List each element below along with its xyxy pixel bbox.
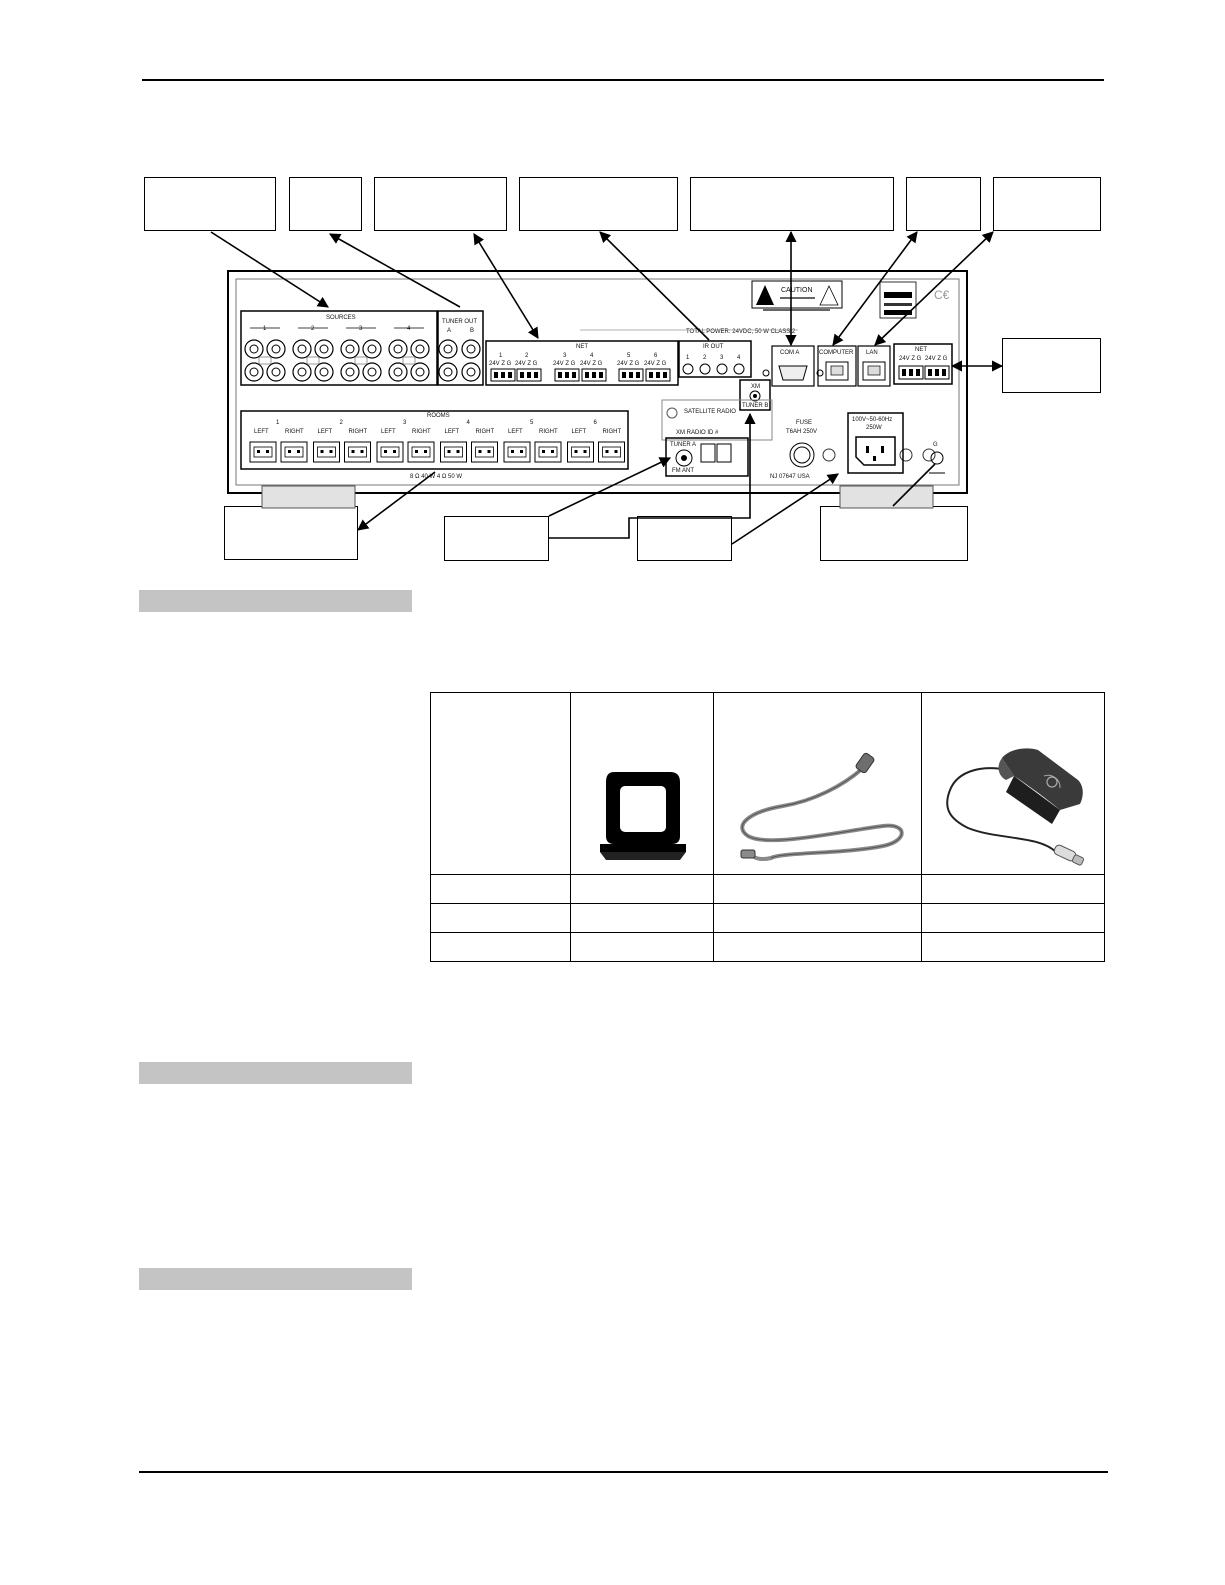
fuse-label: FUSE — [796, 420, 813, 426]
rca-jack — [363, 363, 381, 381]
ir-out-label: IR OUT — [703, 344, 724, 350]
net-pin-label: 24V Z G — [580, 361, 603, 367]
net-number: 1 — [499, 353, 503, 359]
room-number: 4 — [466, 420, 470, 426]
net-pin-label: 24V Z G — [553, 361, 576, 367]
table-cell — [431, 904, 571, 933]
table-row — [431, 693, 1105, 875]
net-number: 3 — [563, 353, 567, 359]
caution-label — [752, 281, 842, 310]
rooms-label: ROOMS — [427, 413, 450, 419]
net-label: NET — [576, 344, 588, 350]
ir-jack — [700, 364, 710, 374]
table-cell — [571, 875, 714, 904]
footer-rule — [139, 1471, 1108, 1473]
table-cell — [431, 693, 571, 875]
net-pin-label: 24V Z G — [617, 361, 640, 367]
rca-jack — [267, 363, 285, 381]
room-channel-label: LEFT — [317, 429, 333, 435]
fuse-rating-label: T6AH 250V — [786, 429, 818, 435]
com-a-label: COM A — [780, 350, 800, 356]
lan-label: LAN — [866, 350, 878, 356]
rca-jack — [245, 340, 263, 358]
table-cell — [714, 933, 922, 962]
ir-jack — [683, 364, 693, 374]
power-rating-label: 100V~50-60Hz — [852, 417, 893, 423]
room-channel-label: RIGHT — [285, 429, 304, 435]
ir-number: 4 — [737, 355, 741, 361]
rca-jack — [267, 340, 285, 358]
source-number: 4 — [407, 326, 411, 332]
table-cell — [714, 904, 922, 933]
rca-jack — [439, 340, 457, 358]
room-channel-label: LEFT — [254, 429, 269, 435]
rear-panel-diagram — [0, 0, 1225, 600]
rca-jack — [389, 340, 407, 358]
room-number: 6 — [593, 420, 597, 426]
room-channel-label: LEFT — [444, 429, 460, 435]
ir-number: 2 — [703, 355, 707, 361]
room-number: 5 — [530, 420, 534, 426]
fm-loop-antenna-icon — [592, 764, 692, 864]
ir-jack — [717, 364, 727, 374]
computer-label: COMPUTER — [819, 350, 854, 356]
room-channel-label: LEFT — [508, 429, 523, 435]
room-channel-label: RIGHT — [602, 429, 622, 435]
table-row — [431, 933, 1105, 962]
rca-jack — [315, 363, 333, 381]
rca-jack — [341, 363, 359, 381]
svg-text:CAUTION: CAUTION — [781, 287, 813, 294]
svg-text:C€: C€ — [934, 288, 950, 302]
rca-jack — [462, 340, 480, 358]
table-cell — [714, 693, 922, 875]
rca-jack — [341, 340, 359, 358]
net-number: 5 — [627, 353, 631, 359]
net-number: 2 — [525, 353, 529, 359]
rca-jack — [293, 363, 311, 381]
xm-antenna-icon — [928, 740, 1098, 870]
source-number: 1 — [263, 326, 267, 332]
table-cell — [922, 933, 1105, 962]
made-in-label: NJ 07647 USA — [770, 474, 810, 480]
table-cell — [922, 693, 1105, 875]
table-cell — [571, 904, 714, 933]
rca-jack — [245, 363, 263, 381]
net-pin-label: 24V Z G — [899, 356, 922, 362]
room-channel-label: LEFT — [381, 429, 396, 435]
table-cell — [922, 904, 1105, 933]
room-channel-label: RIGHT — [348, 429, 368, 435]
source-number: 3 — [359, 326, 363, 332]
power-watts-label: 250W — [866, 425, 882, 431]
net-number: 4 — [590, 353, 594, 359]
accessories-table — [430, 692, 1105, 962]
fm-wire-antenna-icon — [723, 746, 913, 866]
ir-number: 3 — [720, 355, 724, 361]
fm-ant-label: FM ANT — [672, 468, 694, 474]
net-pin-label: 24V Z G — [489, 361, 512, 367]
table-cell — [431, 933, 571, 962]
net-pin-label: 24V Z G — [644, 361, 667, 367]
section-heading-band-1 — [139, 590, 412, 612]
com-a-port — [763, 346, 823, 386]
rca-jack — [411, 363, 429, 381]
rca-jack — [389, 363, 407, 381]
ir-number: 1 — [686, 355, 690, 361]
table-cell — [431, 875, 571, 904]
tuner-out-label: TUNER OUT — [442, 319, 477, 325]
table-cell — [571, 933, 714, 962]
table-cell — [571, 693, 714, 875]
satellite-radio-label: SATELLITE RADIO — [684, 409, 736, 415]
table-cell — [714, 875, 922, 904]
total-power-label: TOTAL POWER: 24VDC, 50 W CLASS 2 — [686, 329, 796, 335]
rca-jack — [315, 340, 333, 358]
table-cell — [922, 875, 1105, 904]
rca-jack — [439, 363, 457, 381]
net-pin-label: 24V Z G — [925, 356, 948, 362]
tuner-a-label: TUNER A — [670, 442, 697, 448]
net-right-label: NET — [915, 347, 927, 353]
table-row — [431, 904, 1105, 933]
source-number: 2 — [311, 326, 315, 332]
section-heading-band-3 — [139, 1268, 412, 1290]
xm-label: XM — [751, 384, 760, 390]
table-row — [431, 875, 1105, 904]
ground-label: G — [933, 442, 938, 448]
net-number: 6 — [654, 353, 658, 359]
impedance-label: 8 Ω 40 W 4 Ω 50 W — [410, 474, 462, 480]
net-pin-label: 24V Z G — [515, 361, 538, 367]
room-number: 1 — [276, 420, 280, 426]
sources-label: SOURCES — [326, 315, 356, 321]
tuner-out-b-label: B — [470, 328, 475, 334]
room-channel-label: RIGHT — [412, 429, 431, 435]
room-channel-label: RIGHT — [475, 429, 495, 435]
xm-radio-id-label: XM RADIO ID # — [676, 430, 719, 436]
room-channel-label: LEFT — [571, 429, 587, 435]
rca-jack — [293, 340, 311, 358]
section-heading-band-2 — [139, 1062, 412, 1084]
rca-jack — [411, 340, 429, 358]
tuner-b-label: TUNER B — [742, 403, 769, 409]
tuner-out-a-label: A — [447, 328, 452, 334]
ir-jack — [734, 364, 744, 374]
rca-jack — [462, 363, 480, 381]
room-channel-label: RIGHT — [539, 429, 558, 435]
room-number: 3 — [403, 420, 407, 426]
room-number: 2 — [339, 420, 343, 426]
rca-jack — [363, 340, 381, 358]
